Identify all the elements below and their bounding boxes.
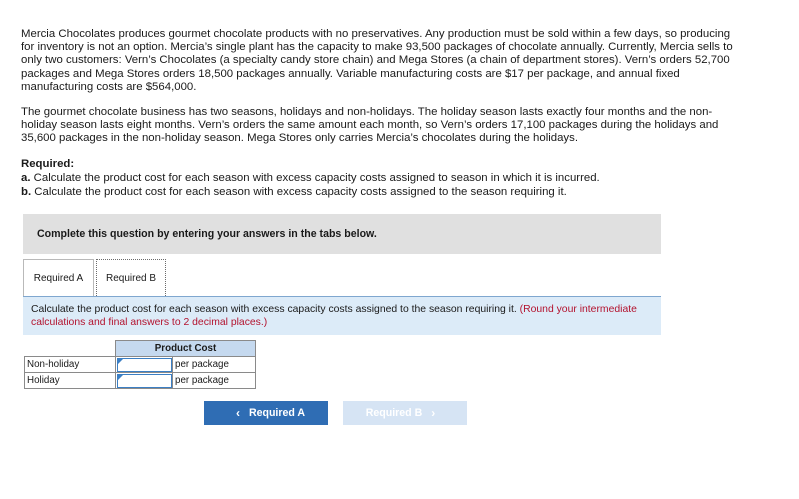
table-row [25, 357, 256, 373]
required-a-label: a. [21, 172, 31, 184]
required-b-label: b. [21, 186, 32, 198]
non-holiday-cost-input[interactable] [117, 358, 172, 372]
input-cell [116, 373, 173, 389]
holiday-cost-input[interactable] [117, 374, 172, 388]
required-b-text: Calculate the product cost for each season with excess capacity costs assigned to the season requiring it. [34, 186, 567, 198]
input-cell [116, 357, 173, 373]
next-tab-label: Required B [365, 407, 423, 419]
unit-label: per package [173, 357, 256, 373]
required-b [21, 185, 600, 199]
tab-required-a[interactable]: Required A [23, 259, 94, 296]
chevron-right-icon: › [431, 406, 436, 420]
instruction-banner: Complete this question by entering your answers in the tabs below. [23, 214, 661, 254]
instruction-note: (Round your intermediate calculations and final answers to 2 decimal places.) [31, 304, 637, 328]
table-header-row [25, 341, 256, 357]
chevron-left-icon: ‹ [235, 406, 240, 420]
answer-table [24, 340, 256, 389]
tab-required-b[interactable]: Required B [96, 259, 166, 296]
tab-instruction [23, 297, 661, 335]
row-label-non-holiday: Non-holiday [25, 357, 116, 373]
table-row [25, 373, 256, 389]
product-cost-header: Product Cost [116, 341, 256, 357]
tab-bar [23, 259, 166, 296]
next-tab-button[interactable] [343, 401, 467, 425]
required-a [21, 171, 600, 185]
row-label-holiday: Holiday [25, 373, 116, 389]
required-a-text: Calculate the product cost for each season with excess capacity costs assigned to season in which it is incurred. [33, 172, 600, 184]
header-blank-cell [25, 341, 116, 357]
unit-label: per package [173, 373, 256, 389]
problem-paragraph-2: The gourmet chocolate business has two seasons, holidays and non-holidays. The holiday season lasts exactly four months and the non-holiday season lasts eight months. Vern’s orders the same amount each month, so Vern’s orders 17,100 packages during the holidays and 35,600 packages in the non-holiday season. Mega Stores only carries Mercia’s chocolates during the holidays. [21, 106, 719, 145]
prev-tab-label: Required A [248, 407, 306, 419]
required-section [21, 157, 600, 199]
instruction-text: Calculate the product cost for each season with excess capacity costs assigned to the season requiring it. [31, 304, 517, 315]
required-title: Required: [21, 158, 75, 170]
problem-paragraph-1: Mercia Chocolates produces gourmet chocolate products with no preservatives. Any production must be sold within a few days, so producing for inventory is not an option. Mercia’s single plant has the capacity to make 93,500 packages of chocolate annually. Currently, Mercia sells to only two customers: Vern’s Chocolates (a specialty candy store chain) and Mega Stores (a chain of department stores). Vern’s orders 52,700 packages and Mega Stores orders 18,500 packages annually. Variable manufacturing costs are $17 per package, and annual fixed manufacturing costs are $564,000. [21, 28, 733, 93]
prev-tab-button[interactable] [204, 401, 328, 425]
